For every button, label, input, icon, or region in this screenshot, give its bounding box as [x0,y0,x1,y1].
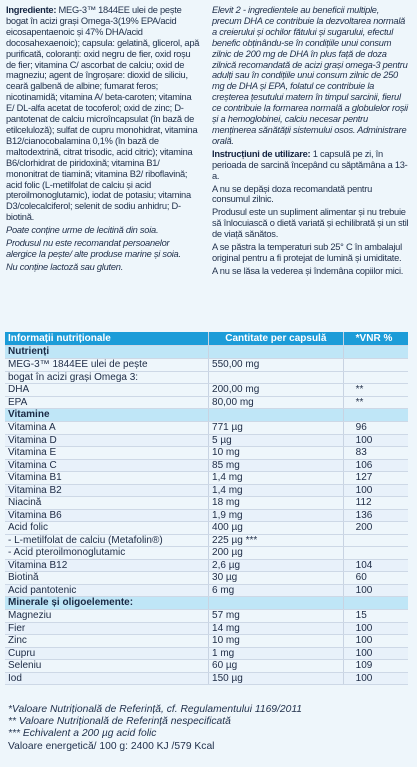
footnote-unspecified: ** Valoare Nutrițională de Referință nespecificată [8,716,231,728]
table-row [5,584,408,597]
nutrient-vnr: 109 [343,660,408,673]
nutrient-name: Vitamine [5,409,209,422]
nutrient-name: - L-metilfolat de calciu (Metafolin®) [5,534,209,547]
table-row [5,497,408,510]
table-row [5,371,408,384]
footnote-folic: *** Echivalent a 200 µg acid folic [8,728,157,740]
nutrient-amount: 30 µg [209,572,344,585]
nutrient-name: Biotină [5,572,209,585]
nutrient-name: Vitamina B12 [5,559,209,572]
header-info: Informații nutriționale [5,332,209,346]
ingredients-label: Ingrediente: [6,5,57,15]
nutrient-name: Fier [5,622,209,635]
table-row [5,472,408,485]
nutrient-name: - Acid pteroilmonoglutamic [5,547,209,560]
nutrient-vnr: 100 [343,434,408,447]
nutrient-amount: 60 µg [209,660,344,673]
nutrient-name: Vitamina B2 [5,484,209,497]
nutrient-amount: 1,4 mg [209,472,344,485]
section-row [5,597,408,610]
nutrient-name: Nutrienți [5,346,209,359]
nutrient-name: Vitamina D [5,434,209,447]
nutrient-vnr [343,547,408,560]
nutrient-name: MEG-3™ 1844EE ulei de pește [5,359,209,372]
nutrient-name: EPA [5,396,209,409]
nutrient-vnr: ** [343,396,408,409]
nutrition-table [5,332,408,685]
supplement-note: Produsul este un supliment alimentar și nu trebuie să înlocuiască o dietă variată și echilibrată și un stil de viață sănătos. [212,207,409,240]
table-row [5,647,408,660]
nutrient-vnr: 100 [343,672,408,685]
table-row [5,547,408,560]
nutrient-amount: 80,00 mg [209,396,344,409]
nutrient-amount [209,597,344,610]
nutrient-name: Acid pantotenic [5,584,209,597]
nutrient-name: bogat în acizi grași Omega 3: [5,371,209,384]
table-row [5,422,408,435]
usage-text: 1 capsulă pe zi, în perioada de sarcină începând cu săptămâna a 13-a. [212,148,408,181]
nutrient-vnr [343,346,408,359]
nutrient-name: Acid folic [5,522,209,535]
table-row [5,447,408,460]
nutrient-amount [209,409,344,422]
header-vnr: *VNR % [343,332,408,346]
nutrient-name: Zinc [5,635,209,648]
usage-paragraph [212,149,410,182]
nutrient-amount: 6 mg [209,584,344,597]
nutrient-vnr: 100 [343,484,408,497]
header-amount: Cantitate per capsulă [209,332,344,346]
nutrient-vnr [343,409,408,422]
table-row [5,359,408,372]
nutrient-amount: 18 mg [209,497,344,510]
table-row [5,484,408,497]
nutrient-name: Vitamina B6 [5,509,209,522]
table-row [5,672,408,685]
nutrient-amount: 1 mg [209,647,344,660]
nutrient-amount: 400 µg [209,522,344,535]
nutrient-amount: 771 µg [209,422,344,435]
nutrient-vnr: 106 [343,459,408,472]
table-row [5,396,408,409]
nutrient-amount: 550,00 mg [209,359,344,372]
nutrient-amount: 2,6 µg [209,559,344,572]
footnote-vnr: *Valoare Nutrițională de Referință, cf. Regulamentului 1169/2011 [8,704,303,715]
nutrient-amount: 14 mg [209,622,344,635]
children-note: A nu se lăsa la vederea și îndemâna copiilor mici. [212,265,404,276]
table-row [5,559,408,572]
nutrient-vnr: 100 [343,635,408,648]
table-row [5,635,408,648]
nutrient-vnr: 100 [343,584,408,597]
lactose-note: Nu conține lactoză sau gluten. [6,261,124,272]
energy-value: Valoare energetică/ 100 g: 2400 KJ /579 Kcal [8,740,215,752]
nutrient-amount: 225 µg *** [209,534,344,547]
nutrient-vnr: 127 [343,472,408,485]
table-row [5,572,408,585]
nutrient-amount [209,346,344,359]
nutrient-vnr: 200 [343,522,408,535]
nutrient-amount: 5 µg [209,434,344,447]
nutrient-amount: 10 mg [209,635,344,648]
nutrient-vnr: ** [343,384,408,397]
section-row [5,409,408,422]
nutrient-vnr: 136 [343,509,408,522]
nutrient-amount: 1,4 mg [209,484,344,497]
nutrient-vnr [343,597,408,610]
table-row [5,509,408,522]
nutrient-vnr: 100 [343,622,408,635]
nutrient-name: Vitamina C [5,459,209,472]
nutrient-vnr: 112 [343,497,408,510]
nutrient-amount: 200,00 mg [209,384,344,397]
nutrient-name: Vitamina E [5,447,209,460]
ingredients-text: MEG-3™ 1844EE ulei de pește bogat în acizi grași Omega-3(19% EPA/acid eicosapentaenoic și 47% DHA/acid docosahexaenoic); capsula: gelatină, glicerol, apă purificată, coloranți: oxid negru de fier, oxid roșu de fier; vitamina C/ ascorbat de calciu; oxid de magneziu; agent de îngroșare: dioxid de siliciu, ceară galbenă de albine; fumarat feros; nicotinamidă; vitamina A/ beta-caroten; vitamina E/ DL-alfa acetat de tocoferol; oxid de zinc; D-pantotenat de calciu microîncapsulat (în bază de etilceluloză); sulfat de cupru monohidrat, vitamina B12/cianocobalamina 0,1% (în bază de maltodextrină, citrat trisodic, acid citric); vitamina B6/clorhidrat de piridoxină; vitamina B1/ mononitrat de tiamină; vitamina B2/ riboflavină; acid folic (L-metilfolat de calciu și acid pteroilmonoglutamic), iodat de potasiu; vitamina D3/colecalciferol; selenit de sodiu anhidru; D-biotină. [6,5,200,223]
nutrient-amount: 10 mg [209,447,344,460]
nutrient-name: Magneziu [5,610,209,623]
nutrient-amount [209,371,344,384]
table-row [5,434,408,447]
nutrient-vnr: 15 [343,610,408,623]
nutrient-vnr [343,359,408,372]
footnotes [8,704,408,753]
nutrient-name: Iod [5,672,209,685]
table-row [5,522,408,535]
table-row [5,622,408,635]
nutrient-name: Vitamina B1 [5,472,209,485]
benefits-text: Elevit 2 - ingredientele au beneficii multiple, precum DHA ce contribuie la dezvoltarea normală a creierului și ochilor fătului și sugarului, efectul benefic obținându-se în condițiile unui consum zilnic de 200 mg de DHA în plus față de doza zilnică recomandată de acizi grași omega-3 pentru adulți sau în condițiile unui consum zilnic de 250 mg de DHA și EPA, folatul ce contribuie la creșterea țesutului matern în timpul sarcinii, fierul ce contribuie la formarea normală a globulelor roșii și a hemoglobinei, calciu necesar pentru menținerea sănătății sistemului osos. Administrare orală. [212,5,408,146]
nutrient-vnr: 83 [343,447,408,460]
nutrient-name: Cupru [5,647,209,660]
nutrient-name: Vitamina A [5,422,209,435]
storage-note: A se păstra la temperaturi sub 25° C în ambalajul original pentru a fi protejat de lumină și umiditate. [212,242,402,263]
nutrient-amount: 57 mg [209,610,344,623]
benefits-column [212,5,410,279]
table-row [5,610,408,623]
nutrient-amount: 200 µg [209,547,344,560]
allergy-note: Produsul nu este recomandat persoanelor alergice la pește/ alte produse marine și soia. [6,238,181,259]
text-columns [6,5,411,325]
nutrient-amount: 150 µg [209,672,344,685]
nutrient-vnr [343,371,408,384]
nutrient-amount: 1,9 mg [209,509,344,522]
nutrient-name: DHA [5,384,209,397]
table-row [5,660,408,673]
table-header [5,332,408,346]
ingredients-paragraph [6,5,202,223]
nutrient-vnr: 100 [343,647,408,660]
nutrient-vnr: 104 [343,559,408,572]
table-row [5,459,408,472]
nutrient-vnr [343,534,408,547]
section-row [5,346,408,359]
ingredients-column [6,5,202,275]
nutrient-vnr: 60 [343,572,408,585]
table-row [5,384,408,397]
dose-warning: A nu se depăși doza recomandată pentru consumul zilnic. [212,183,373,205]
trace-note: Poate conține urme de lecitină din soia. [6,225,159,236]
nutrient-vnr: 96 [343,422,408,435]
nutrient-name: Seleniu [5,660,209,673]
nutrient-amount: 85 mg [209,459,344,472]
nutrient-name: Niacină [5,497,209,510]
table-row [5,534,408,547]
usage-label: Instrucțiuni de utilizare: [212,148,311,159]
nutrient-name: Minerale și oligoelemente: [5,597,209,610]
